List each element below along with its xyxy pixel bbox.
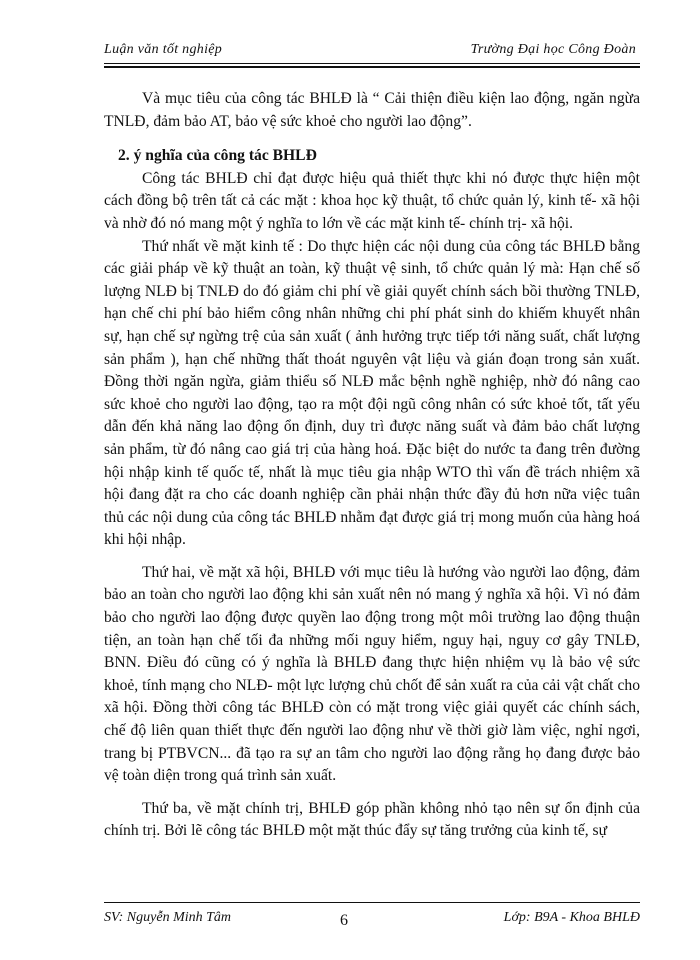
footer-class-label: Lớp: B9A - Khoa BHLĐ — [503, 910, 640, 925]
header-divider-thick — [104, 66, 640, 68]
paragraph-economic: Thứ nhất về mặt kinh tế : Do thực hiện các nội dung của công tác BHLĐ bằng các giải pháp về kỹ thuật an toàn, kỹ thuật vệ sinh, tổ chức quản lý mà: Hạn chế số lượng NLĐ bị TNLĐ do đó giảm chi phí về giải quyết chính sách bồi thường TNLĐ, hạn chế chi phí bảo hiểm công nhân những chi phí phát sinh do khiếm khuyết nhân sự, hạn chế sự ngừng trệ của sản xuất ( ảnh hưởng trực tiếp tới năng suất, chất lượng sản phẩm ), hạn chế những thất thoát nguyên vật liệu và gián đoạn trong sản xuất. Đồng thời ngăn ngừa, giảm thiểu số NLĐ mắc bệnh nghề nghiệp, nhờ đó nâng cao sức khoẻ cho người lao động, tạo ra một đội ngũ công nhân có sức khoẻ tốt, tất yếu dẫn đến khả năng lao động ổn định, duy trì được năng suất và đảm bảo chất lượng sản phẩm, từ đó nâng cao giá trị của hàng hoá. Đặc biệt do nước ta đang trên đường hội nhập kinh tế quốc tế, nhất là mục tiêu gia nhập WTO thì vấn đề trách nhiệm xã hội đang đặt ra cho các doanh nghiệp cần phải nhận thức đầy đủ hơn nữa việc tuân thủ các nội dung của công tác BHLĐ nhằm đạt được giá trị mong muốn của hàng hoá khi hội nhập. — [104, 237, 640, 549]
intro-paragraph: Và mục tiêu của công tác BHLĐ là “ Cải thiện điều kiện lao động, ngăn ngừa TNLĐ, đảm bảo AT, bảo vệ sức khoẻ cho người lao động”. — [104, 90, 640, 130]
section-heading: 2. ý nghĩa của công tác BHLĐ — [118, 147, 317, 165]
header-divider — [104, 63, 640, 64]
page-header — [104, 42, 640, 64]
page-footer — [104, 910, 640, 932]
header-thesis-label: Luận văn tốt nghiệp — [104, 42, 223, 57]
footer-student-name: SV: Nguyễn Minh Tâm — [104, 910, 232, 925]
paragraph-social: Thứ hai, về mặt xã hội, BHLĐ với mục tiêu là hướng vào người lao động, đảm bảo an toàn cho người lao động khi sản xuất nên nó mang ý nghĩa xã hội. Vì nó đảm bảo cho người lao động được quyền lao động trong một môi trường lao động thuận tiện, an toàn hạn chế tối đa những mối nguy hiểm, nguy hại, nguy cơ gây TNLĐ, BNN. Điều đó cũng có ý nghĩa là BHLĐ đang thực hiện nhiệm vụ là bảo vệ sức khoẻ, tính mạng cho NLĐ- một lực lượng chủ chốt để sản xuất ra của cải vật chất cho xã hội. Đồng thời công tác BHLĐ còn có mặt trong việc giải quyết các chính sách, chế độ liên quan thiết thực đến người lao động như về thời giờ làm việc, nghỉ ngơi, trang bị PTBVCN... đã tạo ra sự an tâm cho người lao động rằng họ đang được bảo vệ toàn diện trong quá trình sản xuất. — [104, 563, 640, 785]
document-body — [104, 84, 640, 843]
paragraph-overview: Công tác BHLĐ chỉ đạt được hiệu quả thiết thực khi nó được thực hiện một cách đồng bộ trên tất cả các mặt : khoa học kỹ thuật, tổ chức quản lý, kinh tế- xã hội và nhờ đó nó mang một ý nghĩa to lớn về các mặt kinh tế- chính trị- xã hội. — [104, 169, 640, 232]
paragraph-political: Thứ ba, về mặt chính trị, BHLĐ góp phần không nhỏ tạo nên sự ổn định của chính trị. Bởi lẽ công tác BHLĐ một mặt thúc đẩy sự tăng trưởng của kinh tế, sự — [104, 799, 640, 840]
footer-divider — [104, 902, 640, 903]
page-number: 6 — [340, 912, 348, 929]
header-university-label: Trường Đại học Công Đoàn — [470, 42, 636, 57]
